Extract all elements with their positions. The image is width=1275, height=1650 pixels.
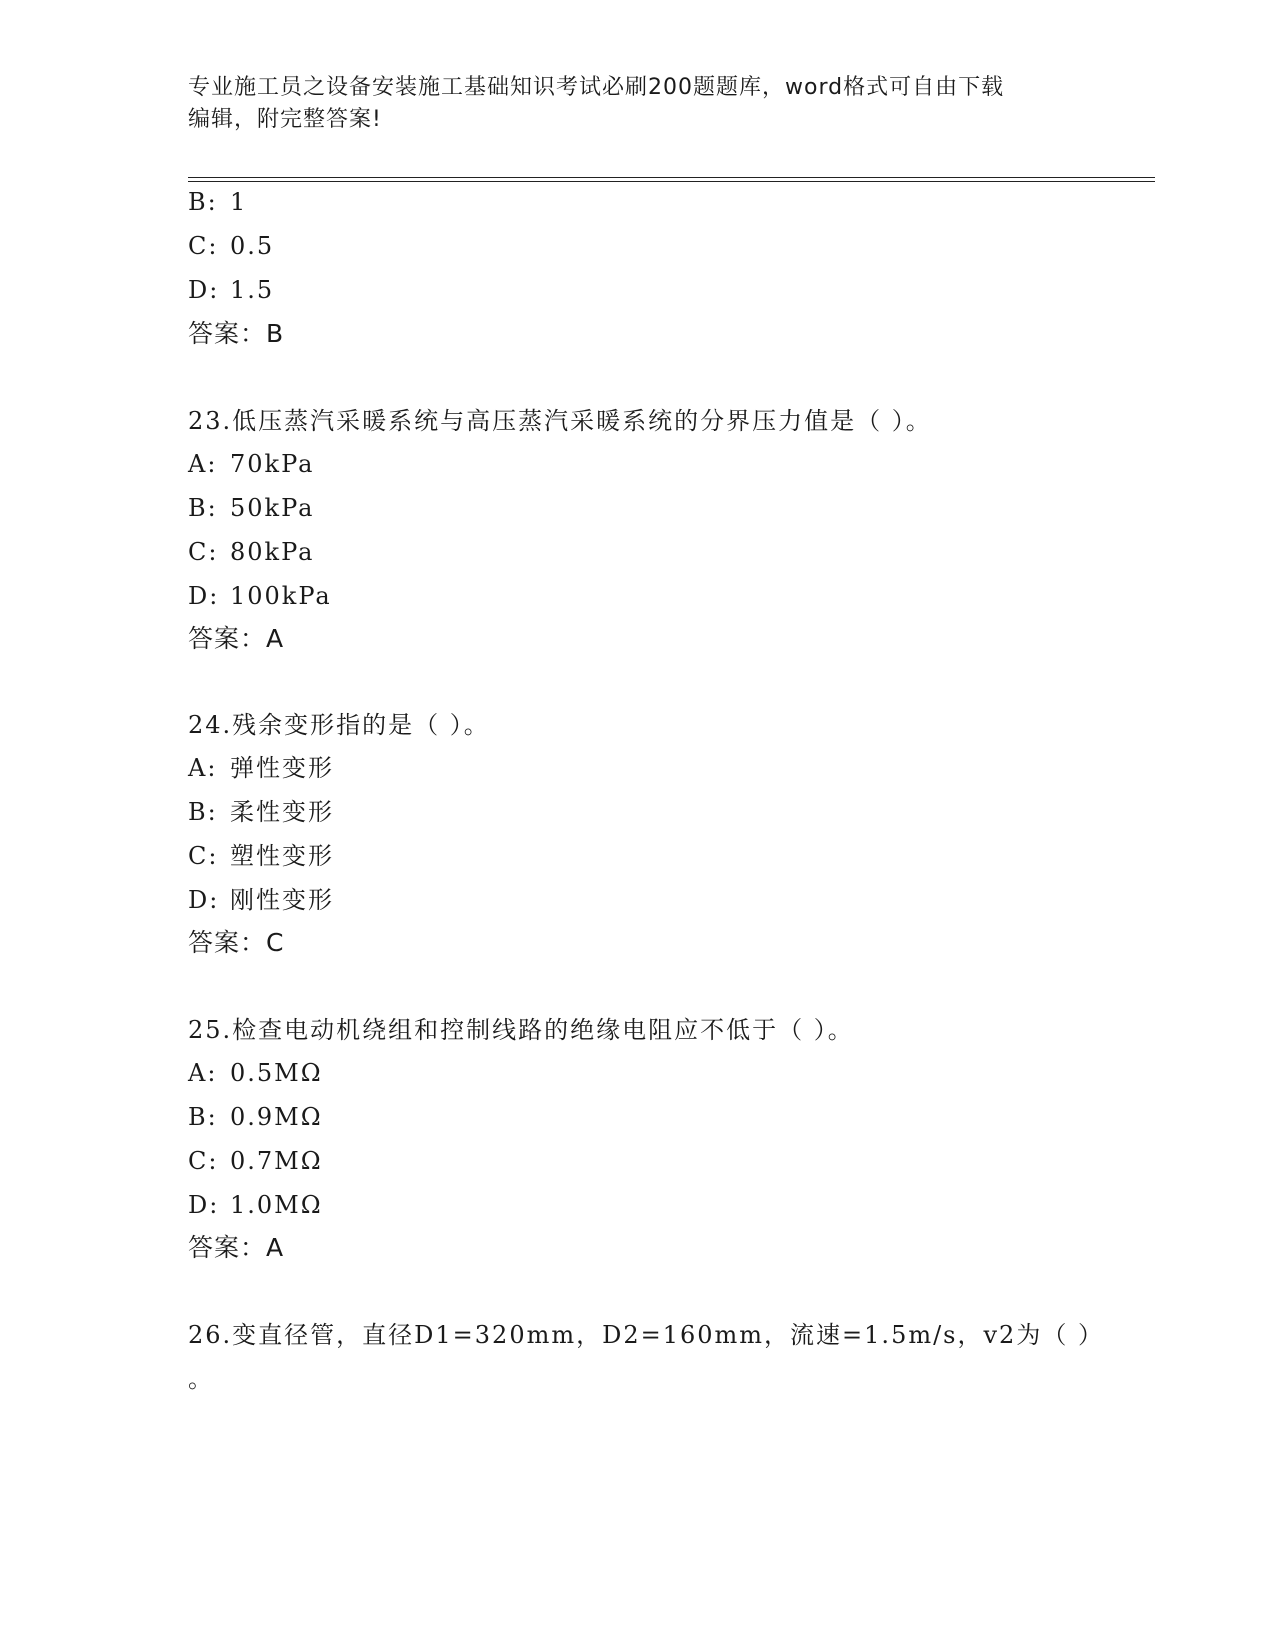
question-stem: 24.残余变形指的是（ ）。 xyxy=(188,711,490,739)
option-d xyxy=(188,884,334,916)
option-text: 100kPa xyxy=(230,582,332,610)
option-b xyxy=(188,796,334,828)
answer-line: 答案：C xyxy=(188,928,285,957)
answer-line: 答案：A xyxy=(188,624,285,653)
option-key: C: xyxy=(188,232,219,260)
option-text: 80kPa xyxy=(230,538,315,566)
option-a xyxy=(188,1057,323,1089)
option-b xyxy=(188,492,314,524)
option-key: B: xyxy=(188,1103,218,1131)
option-text: 1.0MΩ xyxy=(230,1191,323,1219)
question-stem: 26.变直径管，直径D1=320mm，D2=160mm，流速=1.5m/s，v2为（ ） xyxy=(188,1321,1104,1349)
header-title-line-2: 编辑，附完整答案! xyxy=(188,107,382,132)
option-a xyxy=(188,752,334,784)
option-text: 弹性变形 xyxy=(230,754,334,782)
option-key: B: xyxy=(188,494,218,522)
option-a xyxy=(188,448,314,480)
option-key: D: xyxy=(188,1191,220,1219)
option-text: 50kPa xyxy=(230,494,315,522)
option-b xyxy=(188,1101,323,1133)
option-text: 刚性变形 xyxy=(230,886,334,914)
option-key: D: xyxy=(188,276,220,304)
option-d xyxy=(188,1189,323,1221)
option-text: 1 xyxy=(230,188,248,216)
document-header xyxy=(188,72,1088,136)
option-key: C: xyxy=(188,538,219,566)
option-key: B: xyxy=(188,188,218,216)
header-divider xyxy=(188,177,1155,182)
answer-line: 答案：B xyxy=(188,319,285,348)
option-c xyxy=(188,840,334,872)
option-key: A: xyxy=(188,754,218,782)
question-stem-continuation: 。 xyxy=(188,1365,214,1393)
option-key: C: xyxy=(188,1147,219,1175)
option-text: 70kPa xyxy=(230,450,315,478)
question-stem: 23.低压蒸汽采暖系统与高压蒸汽采暖系统的分界压力值是（ ）。 xyxy=(188,407,932,435)
option-b xyxy=(188,186,247,218)
option-key: A: xyxy=(188,1059,218,1087)
option-text: 0.7MΩ xyxy=(230,1147,323,1175)
option-key: A: xyxy=(188,450,218,478)
option-c xyxy=(188,230,274,262)
option-text: 柔性变形 xyxy=(230,798,334,826)
header-title-line-1: 专业施工员之设备安装施工基础知识考试必刷200题题库，word格式可自由下载 xyxy=(188,75,1005,100)
option-key: C: xyxy=(188,842,219,870)
option-text: 1.5 xyxy=(230,276,275,304)
question-stem: 25.检查电动机绕组和控制线路的绝缘电阻应不低于（ ）。 xyxy=(188,1016,854,1044)
option-d xyxy=(188,580,332,612)
option-key: B: xyxy=(188,798,218,826)
option-c xyxy=(188,1145,323,1177)
option-key: D: xyxy=(188,582,220,610)
option-text: 0.5 xyxy=(230,232,275,260)
option-text: 0.5MΩ xyxy=(230,1059,323,1087)
option-d xyxy=(188,274,274,306)
option-text: 0.9MΩ xyxy=(230,1103,323,1131)
answer-line: 答案：A xyxy=(188,1233,285,1262)
option-key: D: xyxy=(188,886,220,914)
option-c xyxy=(188,536,314,568)
option-text: 塑性变形 xyxy=(230,842,334,870)
